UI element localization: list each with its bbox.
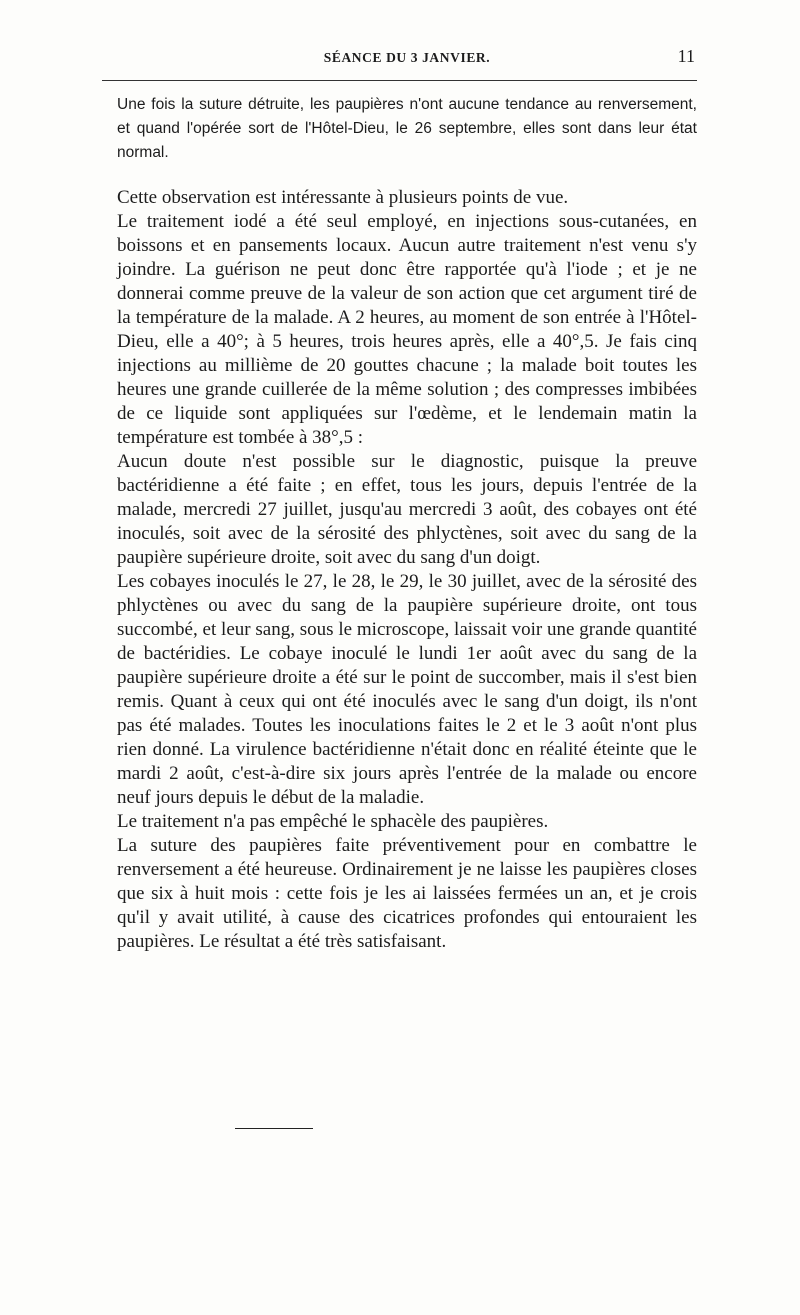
running-title: SÉANCE DU 3 JANVIER. [323, 50, 491, 65]
body-text [117, 186, 697, 954]
intro-paragraph: Une fois la suture détruite, les paupières n'ont aucune tendance au renversement, et quand l'opérée sort de l'Hôtel-Dieu, le 26 septembre, elles sont dans leur état normal. [117, 96, 697, 161]
paragraph: Le traitement iodé a été seul employé, en injections sous-cutanées, en boissons et en pansements locaux. Aucun autre traitement n'est venu s'y joindre. La guérison ne peut donc être rapportée qu'à l'iode ; et je ne donnerai comme preuve de la valeur de son action que cet argument tiré de la température de la malade. A 2 heures, au moment de son entrée à l'Hôtel-Dieu, elle a 40°; à 5 heures, trois heures après, elle a 40°,5. Je fais cinq injections au millième de 20 gouttes chacune ; la malade boit toutes les heures une grande cuillerée de la même solution ; des compresses imbibées de ce liquide sont appliquées sur l'œdème, et le lendemain matin la température est tombée à 38°,5 : [117, 211, 697, 448]
paragraph: Le traitement n'a pas empêché le sphacèle des paupières. [117, 811, 549, 832]
paragraph: Aucun doute n'est possible sur le diagnostic, puisque la preuve bactéridienne a été faite ; en effet, tous les jours, depuis l'entrée de la malade, mercredi 27 juillet, jusqu'au mercredi 3 août, des cobayes ont été inoculés, soit avec de la sérosité des phlyctènes, soit avec du sang de la paupière supérieure droite, soit avec du sang d'un doigt. [117, 451, 697, 568]
page-number: 11 [677, 46, 695, 66]
paragraph: Cette observation est intéressante à plusieurs points de vue. [117, 187, 569, 208]
header-rule [102, 80, 697, 81]
paragraph: La suture des paupières faite préventivement pour en combattre le renversement a été heureuse. Ordinairement je ne laisse les paupières closes que six à huit mois : cette fois je les ai laissées fermées un an, et je crois qu'il y avait utilité, à cause des cicatrices profondes qui entouraient les paupières. Le résultat a été très satisfaisant. [117, 835, 697, 952]
page-header [117, 46, 697, 72]
paragraph: Les cobayes inoculés le 27, le 28, le 29, le 30 juillet, avec de la sérosité des phlyctènes ou avec du sang de la paupière supérieure droite, ont tous succombé, et leur sang, sous le microscope, laissait voir une grande quantité de bactéridies. Le cobaye inoculé le lundi 1er août avec du sang de la paupière supérieure droite a été sur le point de succomber, mais il s'est bien remis. Quant à ceux qui ont été inoculés avec le sang d'un doigt, ils n'ont pas été malades. Toutes les inoculations faites le 2 et le 3 août n'ont plus rien donné. La virulence bactéridienne n'était donc en réalité éteinte que le mardi 2 août, c'est-à-dire six jours après l'entrée de la malade ou encore neuf jours depuis le début de la maladie. [117, 571, 697, 808]
end-rule [235, 1128, 313, 1129]
